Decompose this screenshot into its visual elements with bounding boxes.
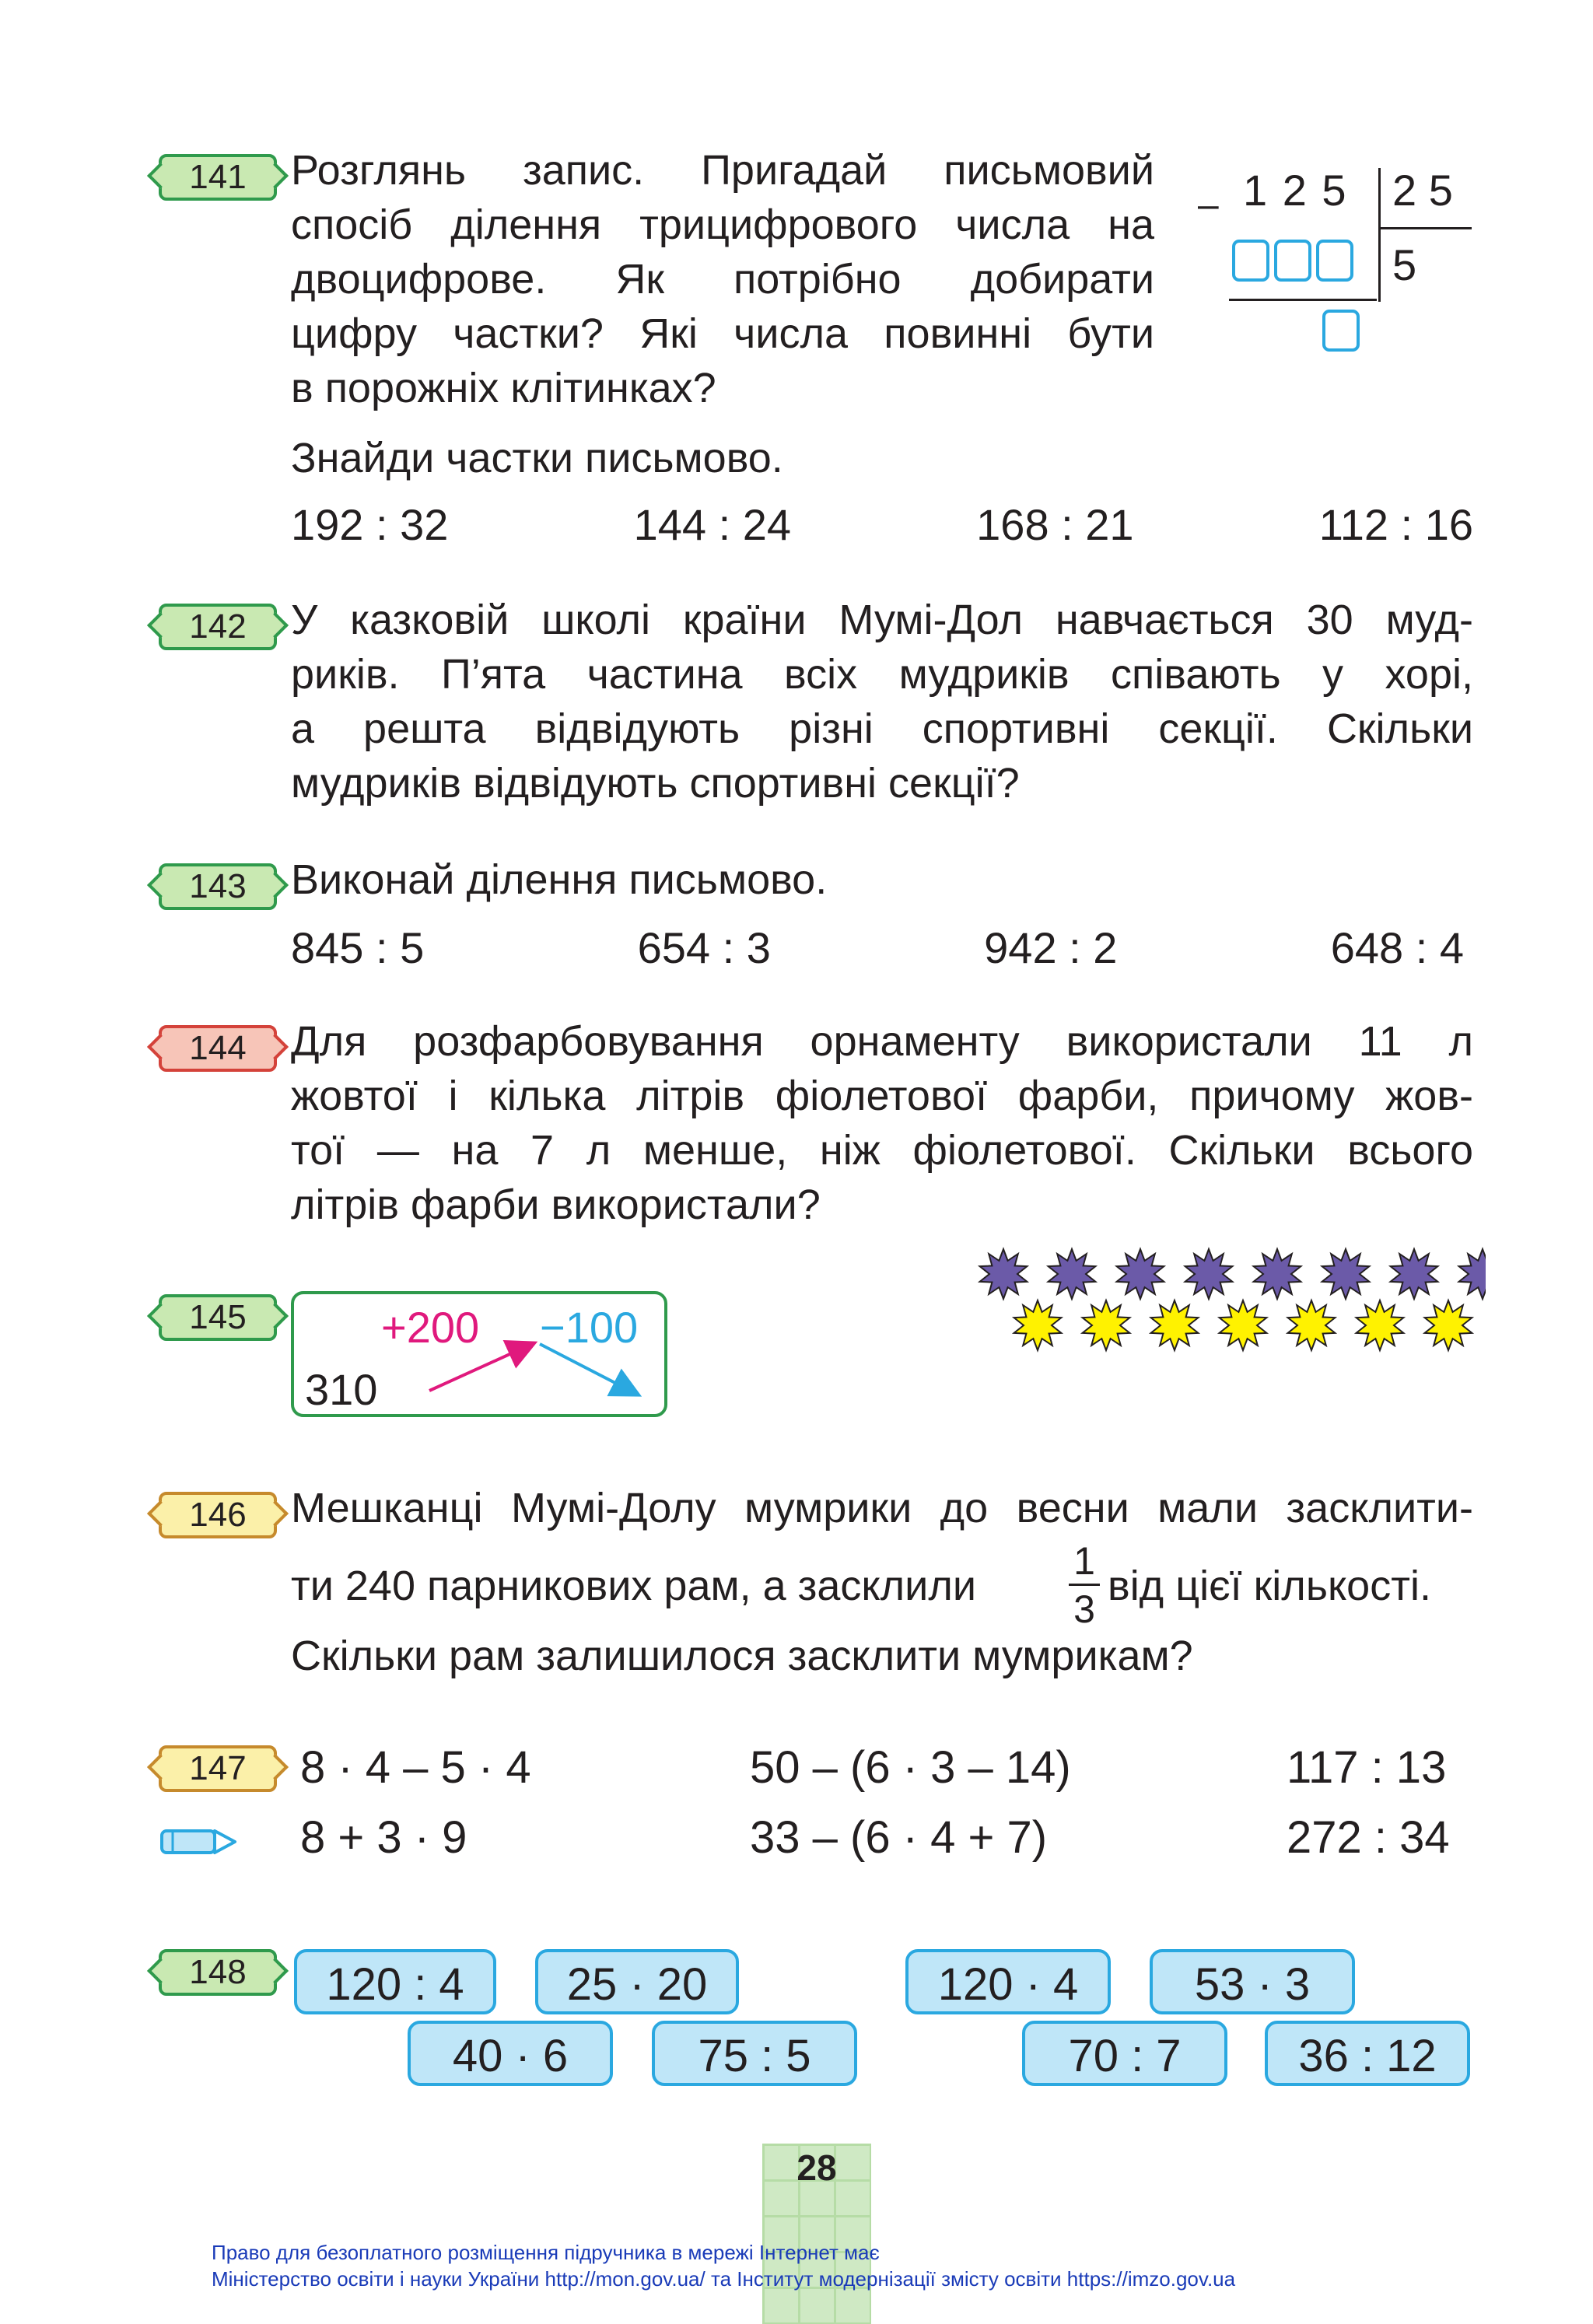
division-divisor: 2 5 (1392, 166, 1453, 215)
text-line: спосіб ділення трицифрового числа на (291, 201, 1154, 248)
expression-card: 70 : 7 (1022, 2021, 1227, 2086)
empty-cell (1274, 240, 1311, 282)
expression: 50 – (6 · 3 – 14) (750, 1742, 1071, 1793)
example: 168 : 21 (976, 500, 1134, 549)
star-ornament (972, 1241, 1486, 1358)
exercise-144-text (291, 1014, 1473, 1232)
expression: 8 + 3 · 9 (300, 1812, 467, 1863)
expression-card: 120 : 4 (294, 1949, 496, 2014)
page-number: 28 (796, 2147, 837, 2188)
exercise-number-badge: 147 (159, 1745, 277, 1792)
text-line: ти 240 парникових рам, а засклили (291, 1563, 977, 1609)
division-vertical-line (1378, 168, 1381, 302)
expression-card: 75 : 5 (652, 2021, 857, 2086)
star-icon (1185, 1249, 1233, 1299)
star-icon (1322, 1249, 1370, 1299)
text-line: жовтої і кілька літрів фіолетової фарби, причому жов- (291, 1073, 1473, 1119)
expression-card: 40 · 6 (408, 2021, 613, 2086)
expression: 8 · 4 – 5 · 4 (300, 1742, 531, 1793)
example: 648 : 4 (1330, 923, 1464, 972)
division-subtract-line (1229, 299, 1377, 301)
star-icon (1357, 1300, 1404, 1350)
exercise-number-badge: 141 (159, 154, 277, 201)
fraction-numerator: 1 (1073, 1539, 1095, 1583)
expression-card: 53 · 3 (1150, 1949, 1355, 2014)
text-line: в порожніх клітинках? (291, 365, 716, 411)
arrow-minus (540, 1344, 636, 1394)
exercise-141-task: Знайди частки письмово. (291, 435, 783, 481)
expression: 33 – (6 · 4 + 7) (750, 1812, 1048, 1863)
star-icon (1117, 1249, 1164, 1299)
expression-card: 120 · 4 (905, 1949, 1111, 2014)
empty-cell (1232, 240, 1269, 282)
star-icon (1459, 1249, 1486, 1299)
footer-line: Міністерство освіти і науки України http://mon.gov.ua/ та Інститут модернізації змісту освіти https://imzo.gov.ua (212, 2267, 1236, 2291)
expression: 272 : 34 (1287, 1812, 1450, 1863)
chain-op-plus: +200 (381, 1303, 480, 1352)
star-icon (1151, 1300, 1199, 1350)
text-line: Розглянь запис. Пригадай письмовий (291, 147, 1154, 194)
text-line: Для розфарбовування орнаменту використали 11 л (291, 1018, 1473, 1065)
division-quotient: 5 (1392, 240, 1417, 289)
text-line: Скільки рам залишилося засклити мумрикам? (291, 1633, 1193, 1679)
fraction-denominator: 3 (1073, 1587, 1095, 1631)
example: 654 : 3 (637, 923, 771, 972)
text-line: У казковій школі країни Мумі-Дол навчається 30 муд- (291, 597, 1473, 643)
star-icon (1288, 1300, 1336, 1350)
division-dividend: 1 2 5 (1243, 166, 1348, 215)
exercise-number-badge: 148 (159, 1949, 277, 1996)
text-line: мудриків відвідують спортивні секції? (291, 760, 1020, 807)
chain-start-value: 310 (305, 1365, 378, 1414)
star-icon (1083, 1300, 1130, 1350)
chain-box (291, 1291, 667, 1417)
division-minus: – (1198, 184, 1219, 226)
footer-line: Право для безоплатного розміщення підручника в мережі Інтернет має (212, 2241, 880, 2264)
star-icon (1220, 1300, 1267, 1350)
text-line: тої — на 7 л менше, ніж фіолетової. Скільки всього (291, 1127, 1473, 1174)
exercise-143-task: Виконай ділення письмово. (291, 856, 828, 903)
example: 144 : 24 (633, 500, 791, 549)
text-line: від цієї кількості. (1108, 1563, 1431, 1609)
exercise-141-examples (291, 498, 1473, 552)
chain-op-minus: −100 (540, 1303, 639, 1352)
example: 942 : 2 (984, 923, 1118, 972)
arrow-plus (429, 1344, 532, 1391)
star-icon (1049, 1249, 1096, 1299)
star-icon (1391, 1249, 1438, 1299)
exercise-number-badge: 145 (159, 1294, 277, 1341)
star-icon (1014, 1300, 1062, 1350)
text-line: Мешканці Мумі-Долу мумрики до весни мали засклити- (291, 1485, 1473, 1531)
text-line: а решта відвідують різні спортивні секції. Скільки (291, 705, 1473, 752)
empty-cell (1322, 310, 1360, 352)
exercise-141-text (291, 143, 1154, 415)
expression: 117 : 13 (1287, 1742, 1447, 1793)
star-icon (1425, 1300, 1472, 1350)
empty-cell (1316, 240, 1353, 282)
exercise-142-text (291, 593, 1473, 810)
expression-card: 36 : 12 (1265, 2021, 1470, 2086)
exercise-number-badge: 143 (159, 863, 277, 910)
exercise-143-examples (291, 921, 1464, 975)
chain-arrows (294, 1294, 664, 1414)
text-line: риків. П’ята частина всіх мудриків співають у хорі, (291, 651, 1473, 698)
text-line: двоцифрове. Як потрібно добирати (291, 256, 1154, 303)
exercise-number-badge: 144 (159, 1025, 277, 1072)
text-line: цифру частки? Які числа повинні бути (291, 310, 1154, 357)
example: 112 : 16 (1318, 500, 1473, 549)
example: 845 : 5 (291, 923, 425, 972)
division-divisor-line (1378, 227, 1472, 229)
exercise-number-badge: 146 (159, 1492, 277, 1538)
text-line: літрів фарби використали? (291, 1181, 821, 1228)
star-icon (1254, 1249, 1301, 1299)
star-icon (980, 1249, 1028, 1299)
fraction-bar (1069, 1584, 1100, 1586)
expression-card: 25 · 20 (535, 1949, 739, 2014)
example: 192 : 32 (291, 500, 449, 549)
exercise-number-badge: 142 (159, 604, 277, 650)
pencil-icon (160, 1826, 238, 1857)
